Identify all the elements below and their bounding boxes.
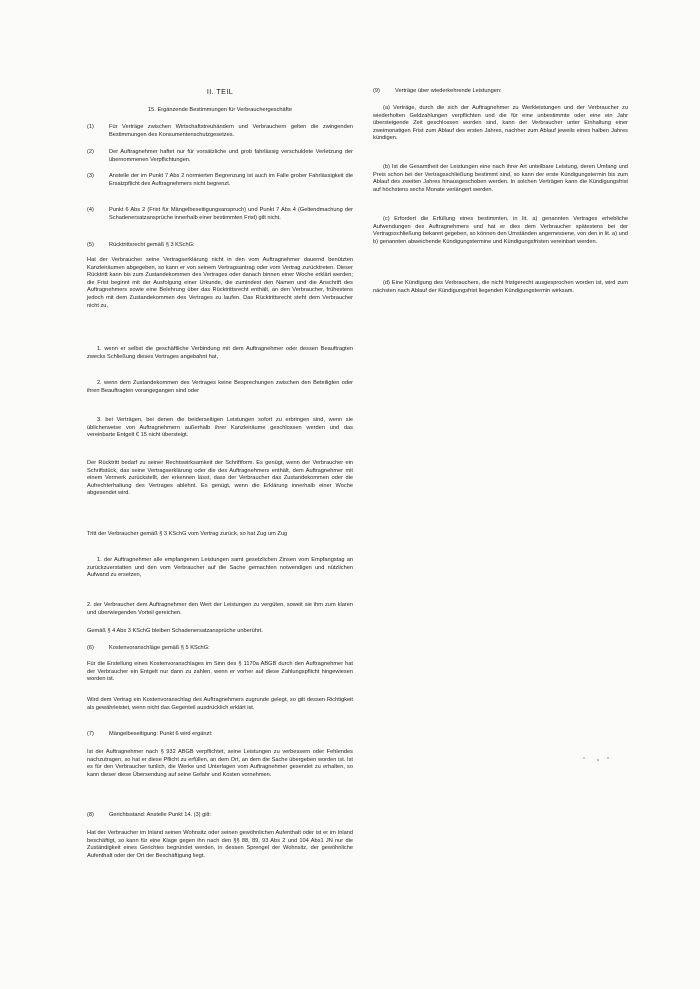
paragraph-number: (4): [87, 207, 94, 213]
paragraph-text: Der Auftragnehmer haftet nur für vorsätzliche und grob fahrlässig verschuldete Verletzung der übernommenen Verpflichtungen.: [109, 149, 353, 163]
paragraph-number: (6): [87, 645, 94, 651]
paragraph-4: [87, 207, 353, 222]
estimate-text-2: Wird dem Vertrag ein Kostenvoranschlag des Auftragnehmers zugrunde gelegt, so gilt dessen Richtigkeit als gewährleistet, wenn nicht das Gegenteil ausdrücklich erklärt ist.: [87, 697, 353, 711]
paragraph-text: Gerichtsstand: Anstelle Punkt 14. (3) gilt:: [109, 812, 211, 818]
paragraph-text: Mängelbeseitigung: Punkt 6 wird ergänzt:: [109, 731, 213, 737]
section-title: 15. Ergänzende Bestimmungen für Verbrauchergeschäfte: [148, 107, 292, 113]
return-item-2: 2. der Verbraucher dem Auftragnehmer den Wert der Leistungen zu vergüten, soweit sie ihm zum klaren und überwiegenden Vorteil gereichen.: [87, 602, 353, 616]
return-item-1: 1. der Auftragnehmer alle empfangenen Leistungen samt gesetzlichen Zinsen vom Empfangstag an zurückzuerstatten und den vom Verbraucher auf die Sache gemachten notwendigen und nützlichen Aufwand zu ersetzen,: [87, 557, 353, 579]
paragraph-8-heading: [87, 812, 353, 820]
paragraph-3: [87, 173, 353, 188]
recurring-item-a: (a) Verträge, durch die sich der Auftragnehmer zu Werkleistungen und der Verbraucher zu wiederholten Geldzahlungen verpflichten und die für eine unbestimmte oder eine ein Jahr übersteigende Zeit geschlossen worden sind, kann der Verbraucher unter Einhaltung einer zweimonatigen Frist zum Ablauf des ersten Jahres, nachher zum Ablauf jeweils eines halben Jahres kündigen.: [373, 105, 628, 142]
jurisdiction-text: Hat der Verbraucher im Inland seinen Wohnsitz oder seinen gewöhnlichen Aufenthalt oder ist er im Inland beschäftigt, so kann für eine Klage gegen ihn nach den §§ 88, 89, 93 Abs 2 und 104 Abs1 JN nur die Zuständigkeit eines Gerichtes begründet werden, in dessen Sprengel der Wohnsitz, der gewöhnliche Aufenthalt oder der Ort der Beschäftigung liegt.: [87, 830, 353, 859]
scan-speck: [597, 759, 599, 761]
paragraph-2: [87, 149, 353, 164]
return-intro: Tritt der Verbraucher gemäß § 3 KSchG vom Vertrag zurück, so hat Zug um Zug: [87, 531, 288, 537]
recurring-item-c: (c) Erfordert die Erfüllung eines bestimmten, in lit. a) genannten Vertrages erhebliche Aufwendungen des Auftragnehmers und hat er dies dem Verbraucher spätestens bei der Vertragsschließung bekannt gegeben, so können den Umständen angemessene, von den in lit. a) und b) genannten abweichende Kündigungstermine und Kündigungsfristen vereinbart werden.: [373, 216, 628, 245]
paragraph-number: (9): [373, 88, 380, 94]
paragraph-9-heading: [373, 88, 628, 96]
paragraph-text: Kostenvoranschläge gemäß § 5 KSchG:: [109, 645, 210, 651]
paragraph-6-heading: [87, 645, 353, 653]
recurring-item-b: (b) Ist die Gesamtheit der Leistungen eine nach ihrer Art unteilbare Leistung, deren Umfang und Preis schon bei der Vertragsschließung bestimmt sind, so kann der erste Kündigungstermin bis zum Ablauf des zweiten Jahres hinausgeschoben werden. In solchen Verträgen kann die Kündigungsfrist auf höchstens sechs Monate verlängert werden.: [373, 164, 628, 193]
exception-1: 1. wenn er selbst die geschäftliche Verbindung mit dem Auftragnehmer oder dessen Beauftragten zwecks Schließung dieses Vertrages angebahnt hat,: [87, 346, 353, 360]
paragraph-number: (8): [87, 812, 94, 818]
paragraph-text: Punkt 6 Abs 2 (Frist für Mängelbeseitigungsanspruch) und Punkt 7 Abs 4 (Geltendmachung der Schadenersatzansprüche innerhalb einer bestimmten Frist) gilt nicht.: [109, 207, 353, 221]
paragraph-7-heading: [87, 731, 353, 739]
exception-2: 2. wenn dem Zustandekommen des Vertrages keine Besprechungen zwischen den Beteiligten oder ihren Beauftragten vorangegangen sind oder: [87, 380, 353, 394]
written-form-text: Der Rücktritt bedarf zu seiner Rechtswirksamkeit der Schriftform. Es genügt, wenn der Verbraucher ein Schriftstück, das seine Vertragserklärung oder die des Auftragnehmers enthält, dem Auftragnehmer mit einem Vermerk zurückstellt, der erkennen lässt, dass der Verbraucher das Zustandekommen oder die Aufrechterhaltung des Vertrages ablehnt. Es genügt, wenn die Erklärung innerhalb einer Woche abgesendet wird.: [87, 460, 353, 497]
part-title: II. TEIL: [206, 87, 234, 96]
paragraph-number: (1): [87, 124, 94, 130]
paragraph-text: Anstelle der im Punkt 7 Abs 2 normierten Begrenzung ist auch im Falle grober Fahrlässigkeit die Ersatzpflicht des Auftragnehmers nicht begrenzt.: [109, 173, 353, 187]
damages-note: Gemäß § 4 Abs 3 KSchG bleiben Schadenersatzansprüche unberührt.: [87, 628, 263, 634]
recurring-item-d: (d) Eine Kündigung des Verbrauchers, die nicht fristgerecht ausgesprochen worden ist, wird zum nächsten nach Ablauf der Kündigungsfrist liegenden Kündigungstermin wirksam.: [373, 280, 628, 294]
estimate-text-1: Für die Erstellung eines Kostenvoranschlages im Sinn des § 1170a ABGB durch den Auftragnehmer hat der Verbraucher ein Entgelt nur dann zu zahlen, wenn er vorher auf diese Zahlungspflicht hingewiesen worden ist.: [87, 661, 353, 683]
paragraph-number: (7): [87, 731, 94, 737]
paragraph-text: Verträge über wiederkehrende Leistungen:: [395, 88, 502, 94]
paragraph-number: (2): [87, 149, 94, 155]
paragraph-1: [87, 124, 353, 139]
scan-speck: [583, 757, 585, 759]
paragraph-text: Rücktrittsrecht gemäß § 3 KSchG:: [109, 242, 195, 248]
paragraph-text: Für Verträge zwischen Wirtschaftstreuhändern und Verbrauchern gelten die zwingenden Bestimmungen des Konsumentenschutzgesetzes.: [109, 124, 353, 138]
rescission-text: Hat der Verbraucher seine Vertragserklärung nicht in den vom Auftragnehmer dauernd benützten Kanzleiräumen abgegeben, so kann er von seinem Vertragsantrag oder vom Vertrag zurücktreten. Dieser Rücktritt kann bis zum Zustandekommen des Vertrages oder danach binnen einer Woche erklärt werden; die Frist beginnt mit der Ausfolgung einer Urkunde, die zumindest den Namen und die Anschrift des Auftragnehmers sowie eine Belehrung über das Rücktrittsrecht enthält, an den Verbraucher, frühestens jedoch mit dem Zustandekommen des Vertrages zu laufen. Das Rücktrittsrecht steht dem Verbraucher nicht zu,: [87, 257, 353, 309]
defect-remedy-text: Ist der Auftragnehmer nach § 932 ABGB verpflichtet, seine Leistungen zu verbessern oder Fehlendes nachzutragen, so hat er diese Pflicht zu erfüllen, an dem Ort, an dem die Sache übergeben worden ist. Ist es für den Verbraucher tunlich, die Werke und Unterlagen vom Auftragnehmer gesendet zu erhalten, so kann dieser diese Übersendung auf seine Gefahr und Kosten vornehmen.: [87, 749, 353, 778]
paragraph-number: (5): [87, 242, 94, 248]
paragraph-number: (3): [87, 173, 94, 179]
exception-3: 3. bei Verträgen, bei denen die beiderseitigen Leistungen sofort zu erbringen sind, wenn sie üblicherweise von Auftragnehmern außerhalb ihrer Kanzleiräume geschlossen werden und das vereinbarte Entgelt € 15 nicht übersteigt.: [87, 417, 353, 439]
scan-speck: [607, 757, 609, 759]
paragraph-5-heading: [87, 242, 353, 250]
